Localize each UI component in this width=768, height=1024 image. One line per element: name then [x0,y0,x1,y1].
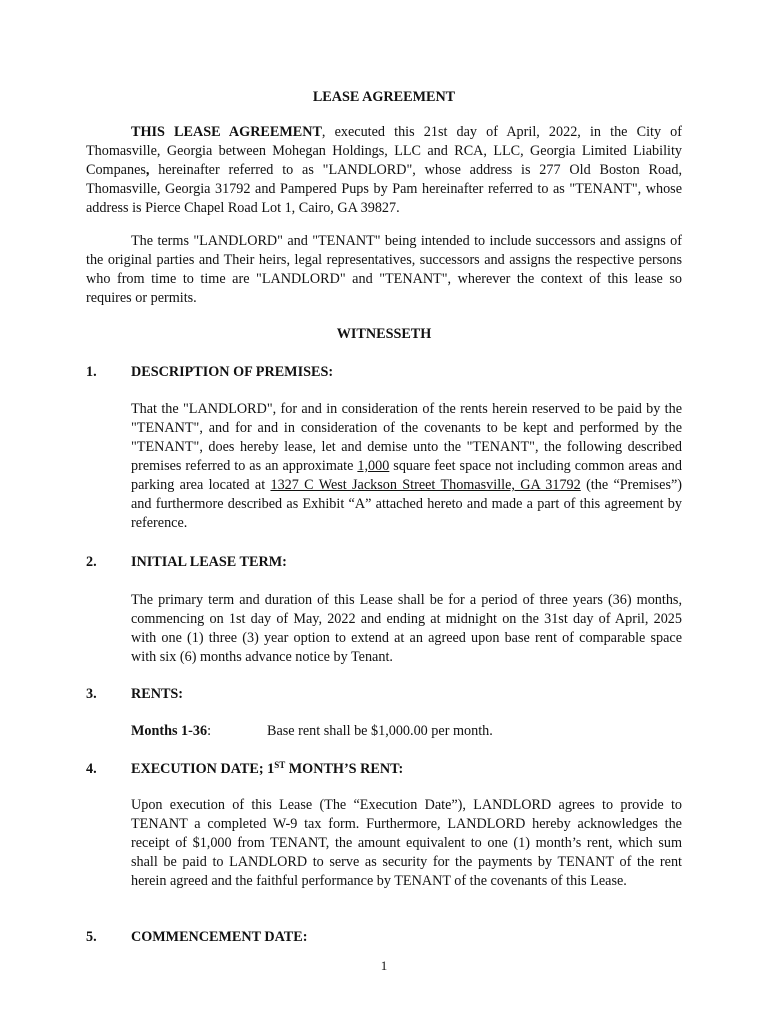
section-1-body [131,400,682,533]
section-4-number: 4. [86,761,97,777]
section-1-heading: DESCRIPTION OF PREMISES: [131,364,334,380]
section-2-heading: INITIAL LEASE TERM: [131,554,287,570]
opening-text-b: hereinafter referred to as "LANDLORD", whose address is 277 Old Boston Road, Thomasville, Georgia 31792 and Pampered Pups by Pam hereinafter referred to as "TENANT", whose address is Pierce Chapel Road Lot 1, Cairo, GA 39827. [86,162,682,216]
section-2-body: The primary term and duration of this Lease shall be for a period of three years (36) months, commencing on 1st day of May, 2022 and ending at midnight on the 31st day of April, 2025 with one (1) three (3) year option to extend at an agreed upon base rent of comparable space with six (6) months advance notice by Tenant. [131,592,682,665]
section-5-heading: COMMENCEMENT DATE: [131,929,308,945]
section-1-text-b: square feet space not including common areas and parking area located at [131,458,682,493]
terms-paragraph: The terms "LANDLORD" and "TENANT" being intended to include successors and assigns of the original parties and Their heirs, legal representatives, successors and assigns the respective persons who from time to time are "LANDLORD" and "TENANT", wherever the context of this lease so requires or permits. [86,233,682,306]
section-1-number: 1. [86,364,97,380]
witnesseth-heading: WITNESSETH [336,326,432,342]
section-4-heading [131,760,403,779]
section-4-heading-b: MONTH’S RENT: [285,761,404,777]
opening-comma: , [145,162,150,178]
page-number: 1 [380,958,388,973]
rent-period [131,722,211,741]
document-title: LEASE AGREEMENT [312,89,456,105]
section-1-address: 1327 C West Jackson Street Thomasville, GA 31792 [270,477,581,493]
rent-amount: Base rent shall be $1,000.00 per month. [267,723,493,739]
section-2-number: 2. [86,554,97,570]
section-4-heading-sup: ST [274,760,286,770]
rent-period-label: Months 1-36 [131,723,208,739]
opening-text-a: , executed this 21st day of April, 2022, in the City of Thomasville, Georgia between Mohegan Holdings, LLC and RCA, LLC, Georgia Limited Liability Companes [86,124,682,178]
rent-period-colon: : [207,723,212,739]
section-1-text-a: That the "LANDLORD", for and in consideration of the rents herein reserved to be paid by the "TENANT", and for and in consideration of the covenants to be kept and performed by the "TENANT", does hereby lease, let and demise unto the "TENANT", the following described premises referred to as an approximate [131,401,682,474]
section-1-text-c: (the “Premises”) and furthermore described as Exhibit “A” attached hereto and made a part of this agreement by reference. [131,477,683,531]
section-4-heading-a: EXECUTION DATE; 1 [131,761,275,777]
section-5-number: 5. [86,929,97,945]
section-3-number: 3. [86,686,97,702]
opening-lead: THIS LEASE AGREEMENT [131,124,322,140]
section-1-sqft: 1,000 [357,458,390,474]
section-4-body: Upon execution of this Lease (The “Execution Date”), LANDLORD agrees to provide to TENANT a completed W-9 tax form. Furthermore, LANDLORD hereby acknowledges the receipt of $1,000 from TENANT, the amount equivalent to one (1) month’s rent, which sum shall be paid to LANDLORD to serve as security for the payments by TENANT of the rent herein agreed and the faithful performance by TENANT of the covenants of this Lease. [131,797,682,889]
opening-paragraph [86,123,682,218]
section-3-heading: RENTS: [131,686,184,702]
